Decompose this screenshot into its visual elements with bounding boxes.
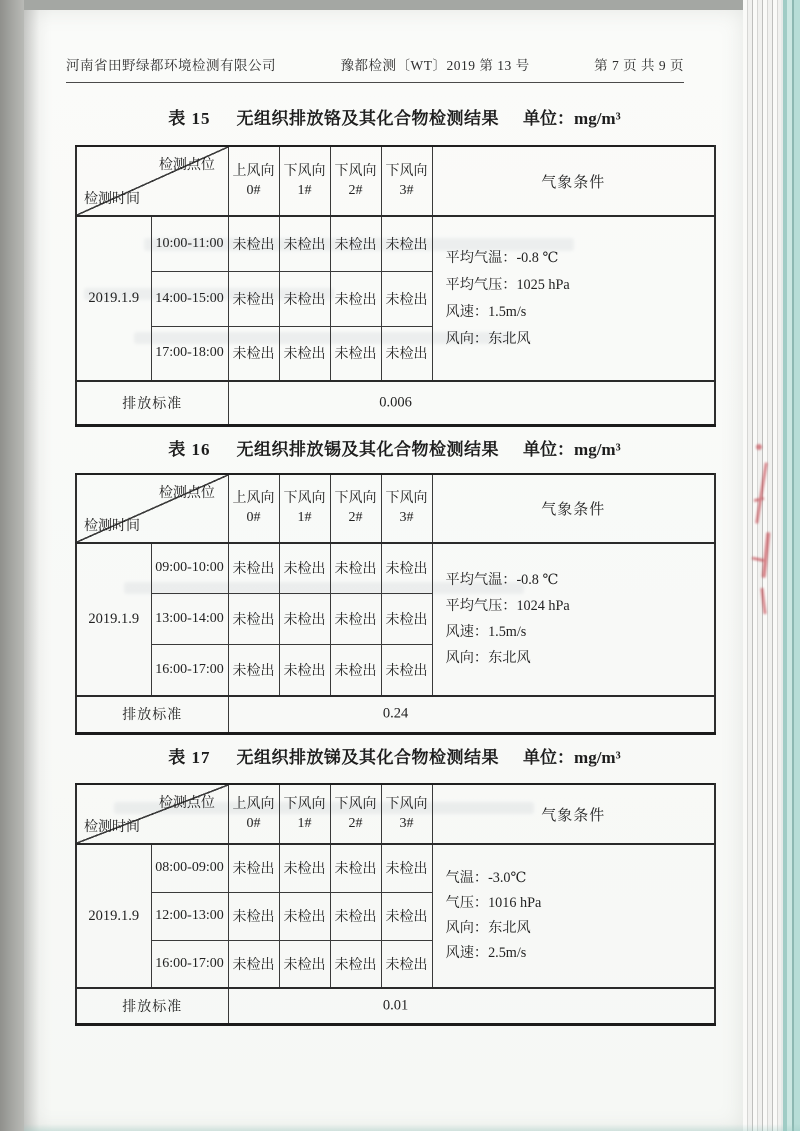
company-name: 河南省田野绿都环境检测有限公司 <box>66 58 276 73</box>
result-cell: 未检出 <box>330 543 381 594</box>
weather-line: 风速：2.5m/s <box>445 945 527 961</box>
table-title <box>75 743 714 773</box>
header-row <box>76 784 715 844</box>
result-cell: 未检出 <box>381 216 432 271</box>
time-cell: 09:00-10:00 <box>151 543 228 594</box>
date-cell: 2019.1.9 <box>76 543 151 696</box>
table-title <box>75 435 714 465</box>
weather-header: 气象条件 <box>432 474 715 543</box>
point-name: 下风向 <box>334 164 377 179</box>
standard-label: 排放标准 <box>76 696 228 734</box>
corner-label-points: 检测点位 <box>158 796 215 811</box>
corner-label-time: 检测时间 <box>84 192 140 207</box>
point-name: 下风向 <box>334 797 377 812</box>
table-name: 无组织排放铬及其化合物检测结果 <box>236 109 500 128</box>
point-name: 下风向 <box>283 491 326 506</box>
point-number: 2# <box>348 183 363 198</box>
point-column-header <box>279 146 330 216</box>
weather-header: 气象条件 <box>432 146 715 216</box>
table-unit: 单位：mg/m³ <box>523 109 621 128</box>
detection-table <box>75 145 716 427</box>
doc-number: 豫都检测〔WT〕2019 第 13 号 <box>340 58 530 73</box>
point-number: 0# <box>246 183 261 198</box>
weather-cell <box>432 543 715 696</box>
result-cell: 未检出 <box>381 543 432 594</box>
standard-row <box>76 988 715 1024</box>
result-cell: 未检出 <box>228 216 279 271</box>
result-cell: 未检出 <box>228 594 279 645</box>
table-number: 表 17 <box>168 748 211 767</box>
point-name: 上风向 <box>232 797 275 812</box>
result-cell: 未检出 <box>228 326 279 381</box>
result-cell: 未检出 <box>228 645 279 696</box>
corner-cell <box>76 474 228 543</box>
weather-line: 风速：1.5m/s <box>445 303 527 320</box>
result-cell: 未检出 <box>279 543 330 594</box>
standard-row <box>76 696 715 734</box>
result-cell: 未检出 <box>279 326 330 381</box>
standard-value: 0.006 <box>379 394 412 411</box>
header-row <box>76 474 715 543</box>
time-cell: 16:00-17:00 <box>151 645 228 696</box>
corner-cell <box>76 784 228 844</box>
standard-label: 排放标准 <box>76 988 228 1024</box>
point-number: 3# <box>399 510 414 525</box>
table-unit: 单位：mg/m³ <box>523 748 621 767</box>
point-column-header <box>330 474 381 543</box>
corner-label-time: 检测时间 <box>84 820 140 835</box>
standard-value: 0.01 <box>382 997 409 1014</box>
time-cell: 13:00-14:00 <box>151 594 228 645</box>
red-stamp-stroke <box>756 444 762 450</box>
result-cell: 未检出 <box>279 892 330 940</box>
table-name: 无组织排放锑及其化合物检测结果 <box>236 748 500 767</box>
result-cell: 未检出 <box>330 216 381 271</box>
table-block <box>75 104 714 427</box>
point-column-header <box>330 784 381 844</box>
table-block <box>75 743 714 1026</box>
tables-area <box>75 104 714 1034</box>
result-cell: 未检出 <box>279 594 330 645</box>
point-column-header <box>279 784 330 844</box>
point-number: 2# <box>348 510 363 525</box>
result-cell: 未检出 <box>381 271 432 326</box>
weather-line: 风向：东北风 <box>445 650 531 666</box>
data-row <box>76 543 715 594</box>
point-column-header <box>279 474 330 543</box>
table-unit: 单位：mg/m³ <box>523 439 621 459</box>
point-number: 1# <box>297 183 312 198</box>
red-stamp-stroke <box>760 588 766 614</box>
point-number: 0# <box>246 816 261 831</box>
result-cell: 未检出 <box>330 326 381 381</box>
time-cell: 14:00-15:00 <box>151 271 228 326</box>
standard-value-cell <box>228 381 715 425</box>
point-number: 1# <box>297 510 312 525</box>
data-row <box>76 216 715 271</box>
weather-line: 气温：-3.0℃ <box>445 870 527 886</box>
corner-cell <box>76 146 228 216</box>
weather-header: 气象条件 <box>432 784 715 844</box>
paper-page <box>24 10 743 1131</box>
point-column-header <box>381 784 432 844</box>
point-column-header <box>381 474 432 543</box>
result-cell: 未检出 <box>279 216 330 271</box>
result-cell: 未检出 <box>330 271 381 326</box>
time-cell: 17:00-18:00 <box>151 326 228 381</box>
point-number: 2# <box>348 816 363 831</box>
time-cell: 08:00-09:00 <box>151 844 228 892</box>
result-cell: 未检出 <box>330 892 381 940</box>
point-name: 下风向 <box>334 491 377 506</box>
weather-line: 风向：东北风 <box>445 920 531 936</box>
red-stamp-stroke <box>762 532 771 578</box>
result-cell: 未检出 <box>381 844 432 892</box>
header-row <box>76 146 715 216</box>
weather-line: 平均气压：1024 hPa <box>445 598 570 614</box>
point-number: 3# <box>399 183 414 198</box>
result-cell: 未检出 <box>330 940 381 988</box>
point-number: 3# <box>399 816 414 831</box>
data-row <box>76 844 715 892</box>
table-name: 无组织排放锡及其化合物检测结果 <box>236 439 500 459</box>
standard-label: 排放标准 <box>76 381 228 425</box>
point-name: 下风向 <box>283 164 326 179</box>
weather-line: 风速：1.5m/s <box>445 624 527 640</box>
result-cell: 未检出 <box>228 940 279 988</box>
result-cell: 未检出 <box>381 594 432 645</box>
standard-value: 0.24 <box>382 705 409 722</box>
standard-value-cell <box>228 988 715 1024</box>
corner-label-time: 检测时间 <box>84 518 140 534</box>
standard-row <box>76 381 715 425</box>
weather-line: 风向：东北风 <box>445 330 531 347</box>
red-stamp-bleed <box>748 440 784 620</box>
point-column-header <box>228 784 279 844</box>
result-cell: 未检出 <box>330 844 381 892</box>
result-cell: 未检出 <box>228 892 279 940</box>
result-cell: 未检出 <box>381 940 432 988</box>
table-number: 表 16 <box>168 439 211 459</box>
document-header <box>66 54 684 83</box>
red-stamp-stroke <box>755 462 768 524</box>
point-column-header <box>381 146 432 216</box>
corner-label-points: 检测点位 <box>158 485 215 501</box>
standard-value-cell <box>228 696 715 734</box>
point-column-header <box>330 146 381 216</box>
time-cell: 12:00-13:00 <box>151 892 228 940</box>
point-number: 0# <box>246 510 261 525</box>
point-column-header <box>228 146 279 216</box>
result-cell: 未检出 <box>228 844 279 892</box>
result-cell: 未检出 <box>381 892 432 940</box>
result-cell: 未检出 <box>279 271 330 326</box>
weather-line: 气压：1016 hPa <box>445 895 542 911</box>
point-column-header <box>228 474 279 543</box>
result-cell: 未检出 <box>279 940 330 988</box>
time-cell: 16:00-17:00 <box>151 940 228 988</box>
point-name: 上风向 <box>232 164 275 179</box>
time-cell: 10:00-11:00 <box>151 216 228 271</box>
date-cell: 2019.1.9 <box>76 844 151 988</box>
result-cell: 未检出 <box>330 594 381 645</box>
table-block <box>75 435 714 736</box>
result-cell: 未检出 <box>279 645 330 696</box>
scan-bottom-tint <box>24 1124 800 1131</box>
weather-line: 平均气温：-0.8 ℃ <box>445 572 559 588</box>
point-name: 下风向 <box>385 491 428 506</box>
result-cell: 未检出 <box>381 326 432 381</box>
page-binding-shadow <box>24 10 52 1131</box>
table-number: 表 15 <box>168 109 211 128</box>
weather-line: 平均气压：1025 hPa <box>445 276 570 293</box>
result-cell: 未检出 <box>330 645 381 696</box>
point-number: 1# <box>297 816 312 831</box>
point-name: 上风向 <box>232 491 275 506</box>
weather-line: 平均气温：-0.8 ℃ <box>445 249 559 266</box>
result-cell: 未检出 <box>228 271 279 326</box>
weather-cell <box>432 844 715 988</box>
point-name: 下风向 <box>283 797 326 812</box>
weather-cell <box>432 216 715 381</box>
point-name: 下风向 <box>385 164 428 179</box>
corner-label-points: 检测点位 <box>158 158 215 173</box>
result-cell: 未检出 <box>279 844 330 892</box>
detection-table <box>75 783 716 1026</box>
detection-table <box>75 473 716 736</box>
point-name: 下风向 <box>385 797 428 812</box>
result-cell: 未检出 <box>381 645 432 696</box>
page-indicator: 第 7 页 共 9 页 <box>594 58 684 73</box>
table-title <box>75 104 714 134</box>
result-cell: 未检出 <box>228 543 279 594</box>
date-cell: 2019.1.9 <box>76 216 151 381</box>
scan-left-edge <box>0 0 24 1131</box>
